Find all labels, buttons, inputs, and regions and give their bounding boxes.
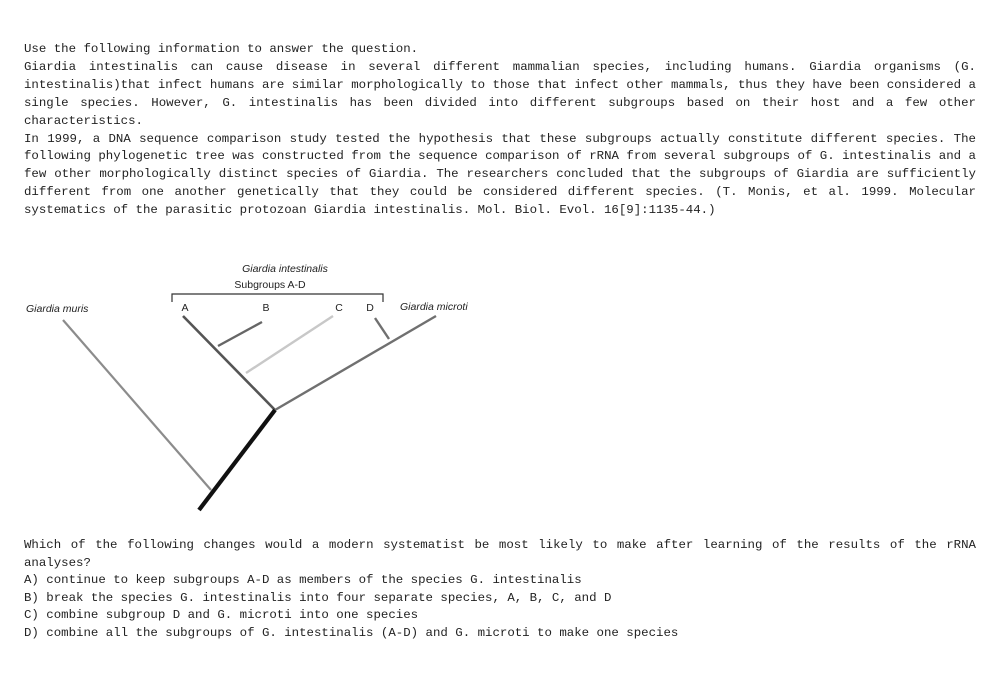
passage-paragraph-2: In 1999, a DNA sequence comparison study tested the hypothesis that these subgroups actually constitute different species. The following phylogenetic tree was constructed from the sequence comparison of rRNA from several subgroups of G. intestinalis and a few other morphologically distinct species of Giardia. The researchers concluded that the subgroups of Giardia are sufficiently different from one another genetically that they could be considered different species. (T. Monis, et al. 1999. Molecular systematics of the parasitic protozoan Giardia intestinalis. Mol. Biol. Evol. 16[9]:1135-44.) bbox=[24, 131, 976, 218]
option-c[interactable]: C) combine subgroup D and G. microti into one species bbox=[24, 608, 419, 623]
branch-d bbox=[375, 318, 389, 339]
passage-paragraph-1: Giardia intestinalis can cause disease in several different mammalian species, including humans. Giardia organisms (G. intestinalis)that infect humans are similar morphologically to those that infect other mammals, thus they have been considered a single species. However, G. intestinalis has been divided into different subgroups based on their host and a few other characteristics. bbox=[24, 59, 976, 128]
question bbox=[24, 537, 976, 643]
branch-microti bbox=[275, 316, 436, 410]
question-stem: Which of the following changes would a modern systematist be most likely to make after learning of the results of the rRNA analyses? bbox=[24, 538, 976, 570]
taxon-giardia-microti: Giardia microti bbox=[400, 301, 468, 313]
option-d[interactable]: D) combine all the subgroups of G. intestinalis (A-D) and G. microti to make one species bbox=[24, 625, 679, 640]
group-bracket bbox=[172, 294, 383, 302]
taxon-d: D bbox=[366, 302, 374, 314]
option-b[interactable]: B) break the species G. intestinalis into four separate species, A, B, C, and D bbox=[24, 590, 612, 605]
taxon-giardia-muris: Giardia muris bbox=[26, 303, 89, 315]
option-a[interactable]: A) continue to keep subgroups A-D as members of the species G. intestinalis bbox=[24, 573, 582, 588]
answer-options bbox=[24, 572, 976, 642]
taxon-a: A bbox=[181, 302, 189, 314]
taxon-c: C bbox=[335, 302, 343, 314]
group-subtitle: Subgroups A-D bbox=[234, 279, 306, 291]
taxon-b: B bbox=[262, 302, 270, 314]
branch-b bbox=[218, 322, 262, 346]
passage-intro: Use the following information to answer the question. bbox=[24, 42, 419, 56]
group-title: Giardia intestinalis bbox=[242, 263, 328, 275]
branch-root bbox=[199, 410, 275, 510]
branch-outgroup bbox=[63, 320, 211, 490]
